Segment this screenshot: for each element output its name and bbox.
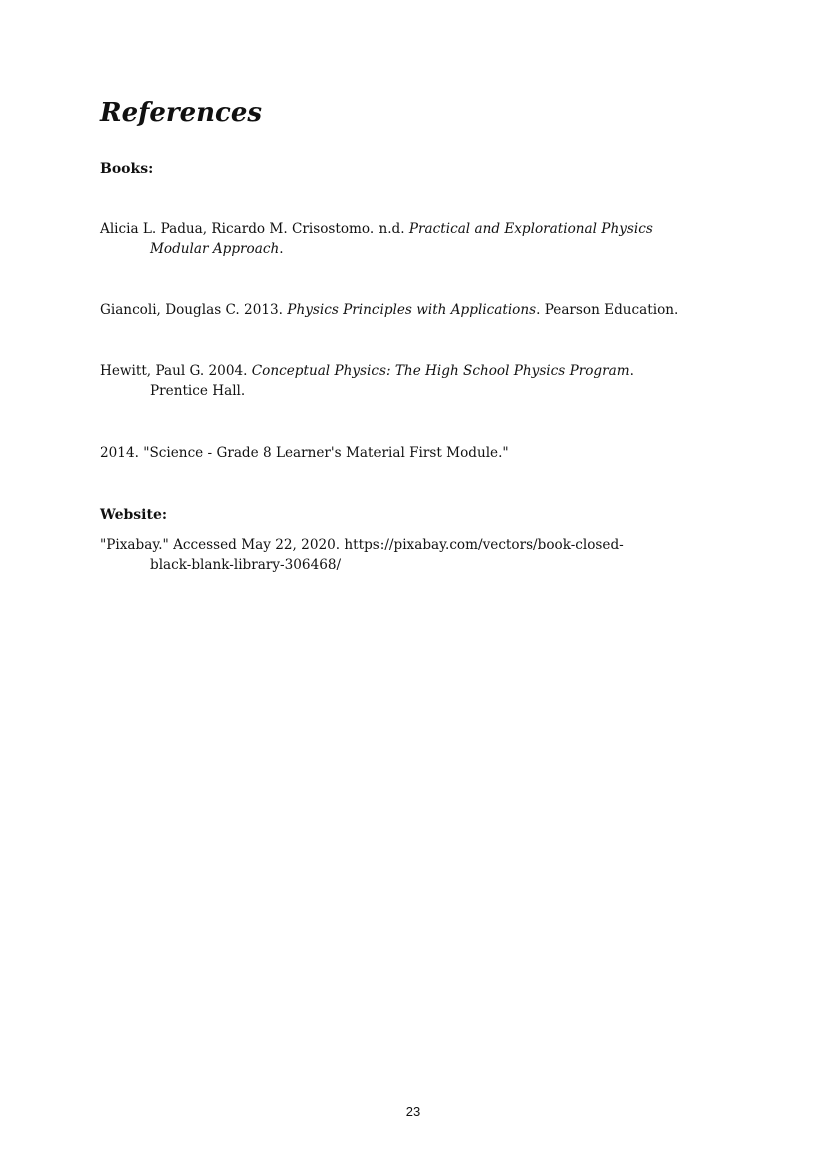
reference-book-1 (100, 220, 653, 259)
reference-title: Conceptual Physics: The High School Physics Program (251, 363, 630, 379)
reference-authors: Hewitt, Paul G. 2004. (100, 363, 252, 379)
reference-book-4 (100, 444, 509, 464)
website-heading: Website: (100, 507, 168, 523)
reference-title-cont: Modular Approach (150, 240, 280, 257)
reference-text: 2014. "Science - Grade 8 Learner's Material First Module." (100, 445, 509, 461)
reference-title: Physics Principles with Applications (287, 302, 537, 318)
reference-publisher: Prentice Hall. (150, 382, 246, 399)
reference-text: "Pixabay." Accessed May 22, 2020. https://pixabay.com/vectors/book-closed- (100, 537, 624, 553)
reference-website-1 (100, 536, 624, 575)
reference-tail: . Pearson Education. (536, 302, 679, 318)
reference-url-cont: black-blank-library-306468/ (150, 556, 342, 573)
reference-tail: . (279, 240, 284, 257)
reference-tail: . (629, 363, 634, 379)
reference-title: Practical and Explorational Physics (408, 221, 653, 237)
books-heading: Books: (100, 161, 154, 177)
page-title: References (100, 98, 263, 128)
reference-book-2 (100, 301, 678, 321)
reference-book-3 (100, 362, 634, 401)
reference-authors: Giancoli, Douglas C. 2013. (100, 302, 288, 318)
page-number: 23 (405, 1104, 421, 1119)
reference-authors: Alicia L. Padua, Ricardo M. Crisostomo. n.d. (100, 221, 409, 237)
